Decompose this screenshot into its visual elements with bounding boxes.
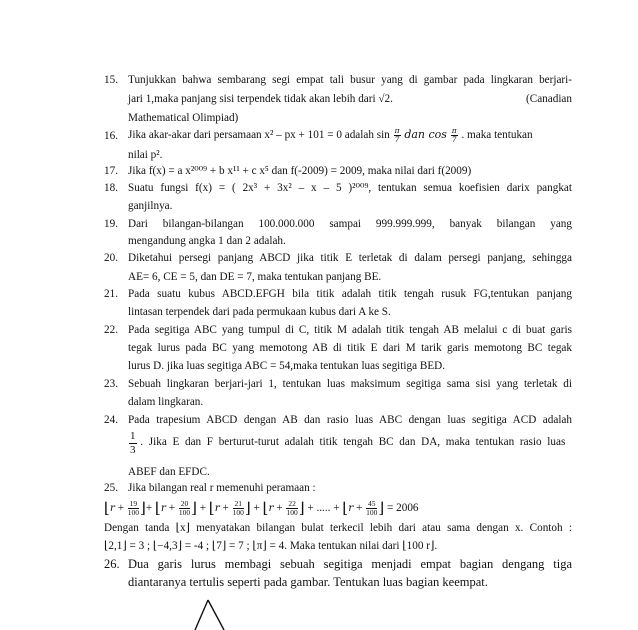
q15-source: (Canadian — [526, 93, 572, 105]
triangle-right-side — [208, 600, 224, 630]
q16-number: 16. — [104, 130, 118, 142]
q19-number: 19. — [104, 218, 118, 230]
q26-number: 26. — [104, 557, 120, 571]
q21-line-1: Pada suatu kubus ABCD.EFGH bila titik adalah titik tengah rusuk FG,tentukan panjang — [128, 288, 572, 300]
q21-line-2: lintasan terpendek dari pada permukaan kubus dari A ke S. — [128, 306, 391, 318]
q16-dan-cos: dan cos — [404, 128, 447, 142]
q18-number: 18. — [104, 182, 118, 194]
q25-dots: + ..... + — [307, 502, 340, 514]
q20-line-1: Diketahui persegi panjang ABCD jika titik E terletak di dalam persegi panjang, sehingga — [128, 252, 572, 264]
q18-line-1: Suatu fungsi f(x) = ( 2x³ + 3x² – x – 5 )²⁰⁰⁹, tentukan semua koefisien darix pangkat — [128, 182, 572, 194]
q24-line-1: Pada trapesium ABCD dengan AB dan rasio luas ABC dengan luas segitiga ACD adalah — [128, 414, 572, 426]
q24-line-3: ABEF dan EFDC. — [128, 466, 210, 478]
q16-line-1-end: . maka tentukan — [461, 129, 533, 142]
q16-fraction-2: $\frac{\pi}{7}$ — [451, 126, 457, 144]
q19-line-2: mengandung angka 1 dan 2 adalah. — [128, 235, 286, 247]
q16-line-2: nilai p². — [128, 149, 163, 161]
q17-line-1: Jika f(x) = a x²⁰⁰⁹ + b x¹¹ + c x⁵ dan f(-2009) = 2009, maka nilai dari f(2009) — [128, 165, 472, 177]
q26-line-2: diantaranya tertulis seperti pada gambar. Tentukan luas bagian keempat. — [128, 575, 488, 589]
q23-number: 23. — [104, 378, 118, 390]
q25-frac-45: $\frac{45}{100}$ — [366, 498, 378, 517]
q23-line-2: dalam lingkaran. — [128, 396, 204, 408]
q15-line-2-text: jari 1,maka panjang sisi terpendek tidak akan lebih dari √2. — [128, 93, 393, 105]
q24-number: 24. — [104, 414, 118, 426]
q25-equation: ⌊r + $\frac{19}{100}$ ⌋+ ⌊r + $\frac{20}{100}$ ⌋ + ⌊r + $\frac{21}{100}$ ⌋ + ⌊r + $\frac{22}{100}$ ⌋ + ..... + ⌊r + $\frac{45}{100}$ ⌋ = 2006 — [104, 498, 419, 517]
q25-eq: = 2006 — [387, 502, 419, 514]
triangle-left-side — [195, 600, 208, 630]
q25-line-4: ⌊2,1⌋ = 3 ; ⌊−4,3⌋ = -4 ; ⌊7⌋ = 7 ; ⌊π⌋ = 4. Maka tentukan nilai dari ⌊100 r⌋. — [104, 540, 438, 552]
q21-number: 21. — [104, 288, 118, 300]
q25-frac-22: $\frac{22}{100}$ — [286, 498, 298, 517]
q22-line-2: tegak lurus pada BC yang memotong AB di titik E dari M tarik garis memotong BC tegak — [128, 342, 572, 354]
q25-number: 25. — [104, 482, 118, 494]
q15-number: 15. — [104, 74, 118, 86]
q16-line-1-text: Jika akar-akar dari persamaan x² – px + 101 = 0 adalah sin — [128, 129, 390, 142]
q26-line-1: Dua garis lurus membagi sebuah segitiga menjadi empat bagian dengang tiga — [128, 557, 572, 571]
q23-line-1: Sebuah lingkaran berjari-jari 1, tentukan luas maksimum segitiga sama sisi yang terletak di — [128, 378, 572, 390]
q24-fraction: $\frac{1}{3}$ — [130, 430, 136, 456]
q15-line-1: Tunjukkan bahwa sembarang segi empat tali busur yang di gambar pada lingkaran berjari- — [128, 74, 572, 86]
q22-line-3: lurus D. jika luas segitiga ABC = 54,maka tentukan luas segitiga BED. — [128, 360, 446, 372]
q18-line-2: ganjilnya. — [128, 200, 173, 212]
q19-line-1: Dari bilangan-bilangan 100.000.000 sampai 999.999.999, banyak bilangan yang — [128, 218, 572, 230]
q25-line-3: Dengan tanda ⌊x⌋ menyatakan bilangan bulat terkecil lebih dari atau sama dengan x. Contoh : — [104, 522, 572, 534]
q25-frac-19: $\frac{19}{100}$ — [127, 498, 140, 517]
q25-r-1: r — [109, 502, 115, 514]
q17-number: 17. — [104, 165, 118, 177]
q25-frac-21: $\frac{21}{100}$ — [232, 498, 244, 517]
q24-line-2-text: . Jika E dan F berturut-turut adalah titik tengah BC dan DA, maka tentukan rasio luas — [140, 436, 566, 449]
q25-line-1: Jika bilangan real r memenuhi peramaan : — [128, 482, 316, 494]
q20-number: 20. — [104, 252, 118, 264]
q15-line-3: Mathematical Olimpiad) — [128, 112, 239, 124]
q25-frac-20: $\frac{20}{100}$ — [178, 498, 191, 517]
q22-number: 22. — [104, 324, 118, 336]
q16-fraction-1: $\frac{\pi}{7}$ — [394, 126, 400, 144]
q20-line-2: AE= 6, CE = 5, dan DE = 7, maka tentukan panjang BE. — [128, 271, 382, 283]
q22-line-1: Pada segitiga ABC yang tumpul di C, titik M adalah titik tengah AB melalui c di buat garis — [128, 324, 572, 336]
